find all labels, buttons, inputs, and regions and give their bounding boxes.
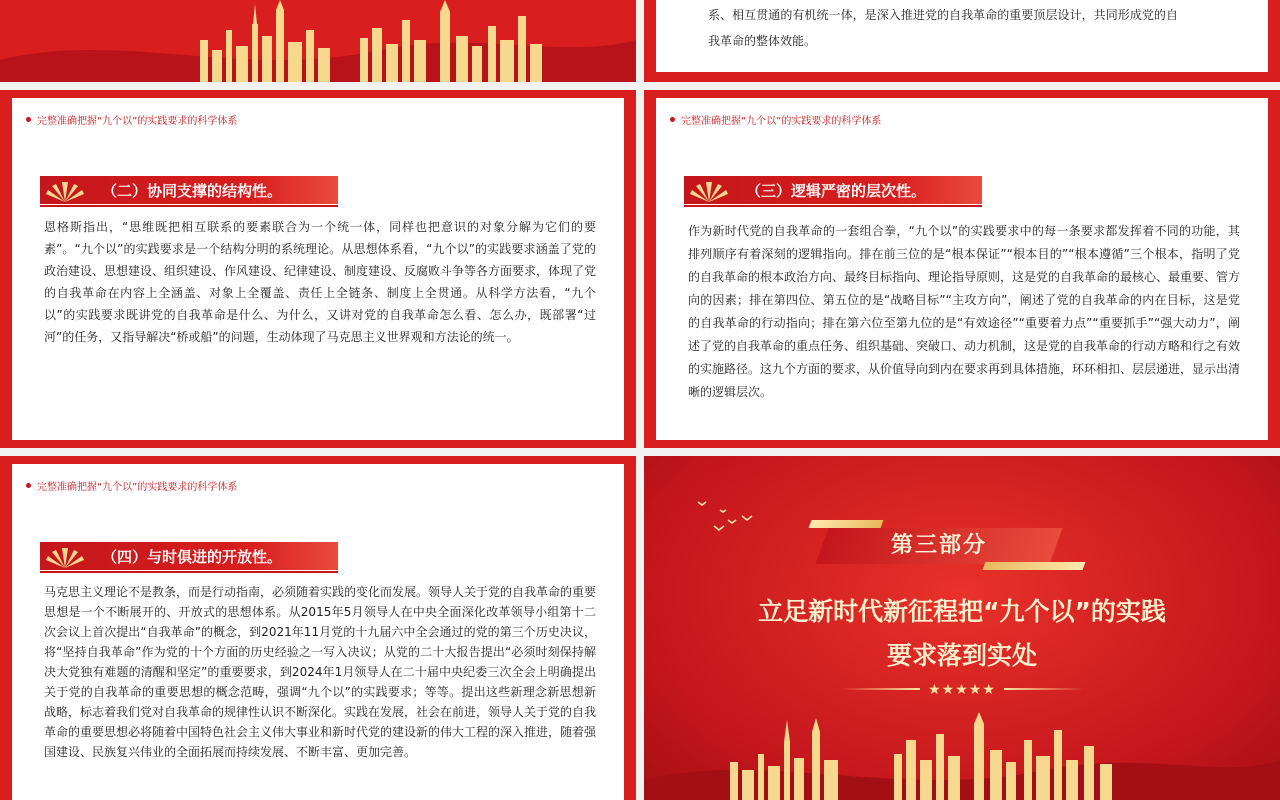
content-card bbox=[12, 464, 624, 800]
bullet-dot-icon bbox=[26, 117, 31, 122]
section-banner bbox=[40, 176, 338, 204]
content-card bbox=[656, 98, 1268, 440]
content-card bbox=[656, 0, 1268, 72]
section-title: （三）逻辑严密的层次性。 bbox=[746, 181, 927, 200]
gold-skyline bbox=[644, 710, 1280, 800]
birds-icon bbox=[694, 496, 764, 536]
slide-part-three bbox=[644, 456, 1280, 800]
stars-row: ★★★★★ bbox=[928, 682, 996, 698]
firework-burst-icon bbox=[40, 176, 90, 204]
part-headline: 立足新时代新征程把“九个以”的实践 要求落到实处 bbox=[758, 597, 1166, 670]
gold-skyline bbox=[0, 0, 636, 82]
part-label: 第三部分 bbox=[890, 533, 987, 558]
section-body: 作为新时代党的自我革命的一套组合拳，“九个以”的实践要求中的每一条要求都发挥着不同的功能，其排列顺序有着深刻的逻辑指向。排在前三位的是“根本保证”“根本目的”“根本遵循”三个根本，指明了党的自我革命的根本政治方向、最终目标指向、理论指导原则，这是党的自我革命的最核心、最重要、管方向的因素；排在第四位、第五位的是“战略目标”“主攻方向”，阐述了党的自我革命的内在目标，这是党的自我革命的行动指向；排在第六位至第九位的是“有效途径”“重要着力点”“重要抓手”“强大动力”，阐述了党的自我革命的重点任务、组织基础、突破口、动力机制，这是党的自我革命的行动方略和行之有效的实施路径。这九个方面的要求，从价值导向到内在要求再到具体措施，环环相扣、层层递进，显示出清晰的逻辑层次。 bbox=[688, 224, 1241, 399]
section-title: （四）与时俱进的开放性。 bbox=[102, 547, 283, 566]
section-body: 马克思主义理论不是教条，而是行动指南，必须随着实践的变化而发展。领导人关于党的自我革命的重要思想是一个不断展开的、开放式的思想体系。从2015年5月领导人在中央全面深化改革领导小组第十二次会议上首次提出“自我革命”的概念，到2021年11月党的十九届六中全会通过的党的第三个历史决议，将“坚持自我革命”作为党的十个方面的历史经验之一写入决议；从党的二十大报告提出“必须时刻保持解决大党独有难题的清醒和坚定”的重要要求，到2024年1月领导人在二十届中央纪委三次全会上明确提出关于党的自我革命的重要思想的概念范畴，强调“九个以”的实践要求；等等。提出这些新理念新思想新战略，标志着我们党对自我革命的规律性认识不断深化。实践在发展，社会在前进，领导人关于党的自我革命的重要思想必将随着中国特色社会主义伟大事业和新时代党的建设新的伟大工程的深入推进，随着强国建设、民族复兴伟业的全面拓展而持续发展、不断丰富、更加完善。 bbox=[44, 585, 597, 759]
section-body: 恩格斯指出，“思维既把相互联系的要素联合为一个统一体，同样也把意识的对象分解为它们的要素”。“九个以”的实践要求是一个结构分明的系统理论。从思想体系看，“九个以”的实践要求涵盖了党的政治建设、思想建设、组织建设、作风建设、纪律建设、制度建设、反腐败斗争等各方面要求，体现了党的自我革命在内容上全涵盖、对象上全覆盖、责任上全链条、制度上全贯通。从科学方法看，“九个以”的实践要求既讲党的自我革命是什么、为什么，又讲对党的自我革命怎么看、怎么办，既部署“过河”的任务，又指导解决“桥或船”的问题，生动体现了马克思主义世界观和方法论的统一。 bbox=[44, 220, 597, 344]
content-card bbox=[12, 98, 624, 440]
firework-burst-icon bbox=[40, 542, 90, 570]
gold-accent-bar bbox=[809, 520, 884, 528]
slide-top-left bbox=[0, 0, 636, 82]
firework-burst-icon bbox=[684, 176, 734, 204]
breadcrumb: 完整准确把握“九个以”的实践要求的科学体系 bbox=[670, 112, 881, 127]
slide-section-3 bbox=[644, 90, 1280, 448]
slide-top-right bbox=[644, 0, 1280, 82]
section-title: （二）协同支撑的结构性。 bbox=[102, 181, 283, 200]
slide-section-4 bbox=[0, 456, 636, 800]
section-banner bbox=[684, 176, 982, 204]
paragraph-continued: 系、相互贯通的有机统一体，是深入推进党的自我革命的重要顶层设计，共同形成党的自我革命的整体效能。 bbox=[708, 8, 1178, 48]
bullet-dot-icon bbox=[670, 117, 675, 122]
bullet-dot-icon bbox=[26, 483, 31, 488]
breadcrumb: 完整准确把握“九个以”的实践要求的科学体系 bbox=[26, 112, 237, 127]
slide-section-2 bbox=[0, 90, 636, 448]
breadcrumb: 完整准确把握“九个以”的实践要求的科学体系 bbox=[26, 478, 237, 493]
section-banner bbox=[40, 542, 338, 570]
